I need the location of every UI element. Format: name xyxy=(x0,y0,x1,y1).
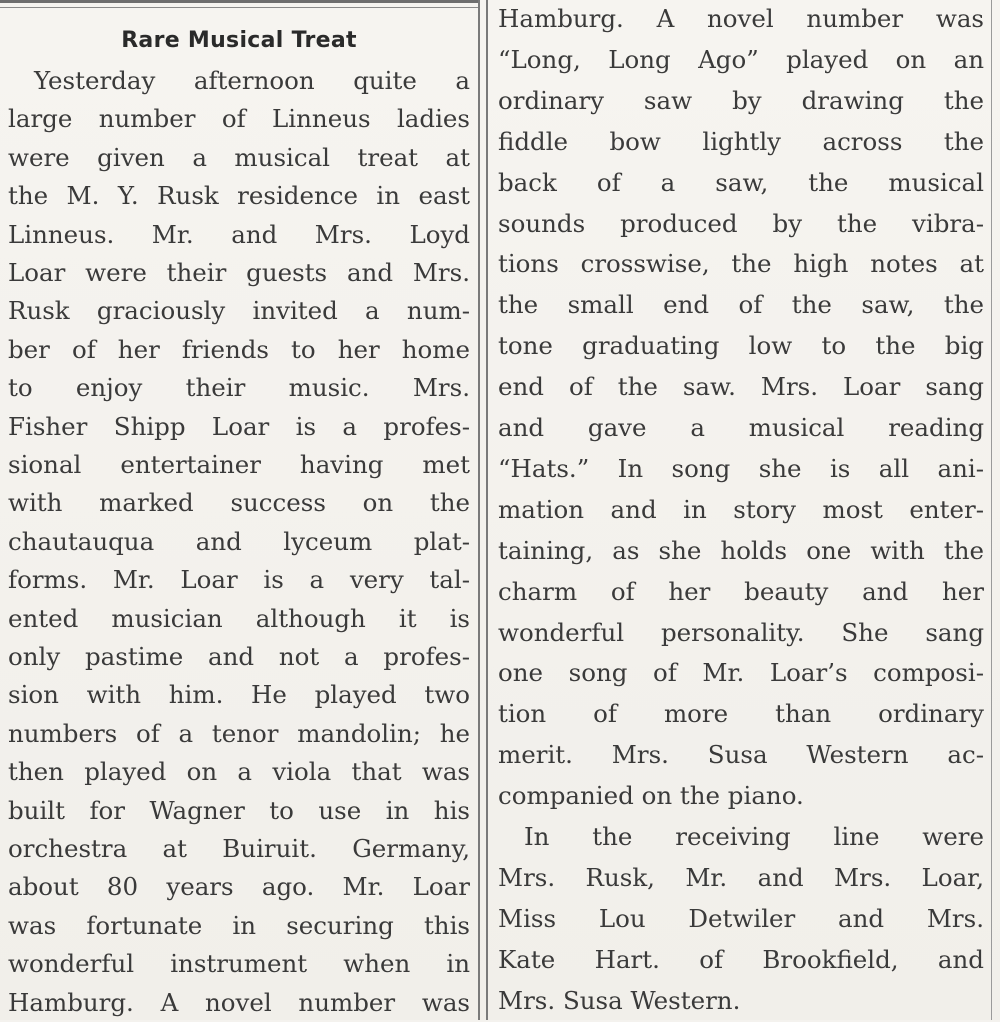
text-line: chautauqua and lyceum plat- xyxy=(8,526,470,556)
article-headline: Rare Musical Treat xyxy=(121,28,357,53)
text-line: sounds produced by the vibra- xyxy=(498,208,984,238)
column-divider xyxy=(478,0,480,1020)
text-line: large number of Linneus ladies xyxy=(8,104,470,134)
text-line: Hamburg. A novel number was xyxy=(8,987,470,1017)
text-line: the M. Y. Rusk residence in east xyxy=(8,181,470,211)
text-line: orchestra at Buiruit. Germany, xyxy=(8,834,470,863)
text-line: “Hats.” In song she is all ani- xyxy=(498,453,984,483)
text-line: one song of Mr. Loar’s composi- xyxy=(498,658,984,688)
text-line: back of a saw, the musical xyxy=(498,167,984,197)
text-line: sion with him. He played two xyxy=(8,680,470,710)
text-line: charm of her beauty and her xyxy=(498,576,984,606)
text-line: Mrs. Rusk, Mr. and Mrs. Loar, xyxy=(498,862,984,892)
text-line: then played on a viola that was xyxy=(8,757,470,787)
text-line: Miss Lou Detwiler and Mrs. xyxy=(498,903,984,933)
text-line: end of the saw. Mrs. Loar sang xyxy=(498,372,984,402)
text-line: to enjoy their music. Mrs. xyxy=(8,373,470,403)
text-line: only pastime and not a profes- xyxy=(8,642,470,671)
text-line: merit. Mrs. Susa Western ac- xyxy=(498,740,984,770)
right-border xyxy=(991,0,992,1020)
text-line: forms. Mr. Loar is a very tal- xyxy=(8,565,470,595)
text-line: ordinary saw by drawing the xyxy=(498,85,984,115)
text-line: numbers of a tenor mandolin; he xyxy=(8,718,470,748)
text-line: tion of more than ordinary xyxy=(498,699,984,729)
text-line: wonderful personality. She sang xyxy=(498,617,984,647)
text-line: were given a musical treat at xyxy=(8,142,470,172)
text-line: “Long, Long Ago” played on an xyxy=(498,44,984,74)
text-line: built for Wagner to use in his xyxy=(8,795,470,825)
text-line: with marked success on the xyxy=(8,488,470,518)
text-line: Yesterday afternoon quite a xyxy=(34,66,470,95)
top-rule xyxy=(0,0,478,3)
text-line: Mrs. Susa Western. xyxy=(498,985,741,1015)
text-line: Fisher Shipp Loar is a profes- xyxy=(8,411,470,441)
text-line: Rusk graciously invited a num- xyxy=(8,296,470,326)
text-line: the small end of the saw, the xyxy=(498,290,984,320)
text-line: companied on the piano. xyxy=(498,781,804,811)
top-rule-thin xyxy=(0,7,478,8)
text-line: taining, as she holds one with the xyxy=(498,535,984,565)
text-line: and gave a musical reading xyxy=(498,413,984,442)
text-line: fiddle bow lightly across the xyxy=(498,126,984,156)
text-line: ented musician although it is xyxy=(8,603,470,633)
text-line: about 80 years ago. Mr. Loar xyxy=(8,872,470,902)
text-line: Kate Hart. of Brookfield, and xyxy=(498,944,984,974)
text-line: Hamburg. A novel number was xyxy=(498,4,984,33)
text-line: tone graduating low to the big xyxy=(498,331,984,361)
text-line: wonderful instrument when in xyxy=(8,949,470,979)
text-line: tions crosswise, the high notes at xyxy=(498,249,984,279)
column-divider xyxy=(486,0,488,1020)
text-line: was fortunate in securing this xyxy=(8,910,470,940)
text-line: Linneus. Mr. and Mrs. Loyd xyxy=(8,219,470,249)
text-line: ber of her friends to her home xyxy=(8,334,470,364)
text-line: Loar were their guests and Mrs. xyxy=(8,258,470,287)
text-line: sional entertainer having met xyxy=(8,450,470,479)
text-line: mation and in story most enter- xyxy=(498,494,984,524)
text-line: In the receiving line were xyxy=(524,822,984,851)
